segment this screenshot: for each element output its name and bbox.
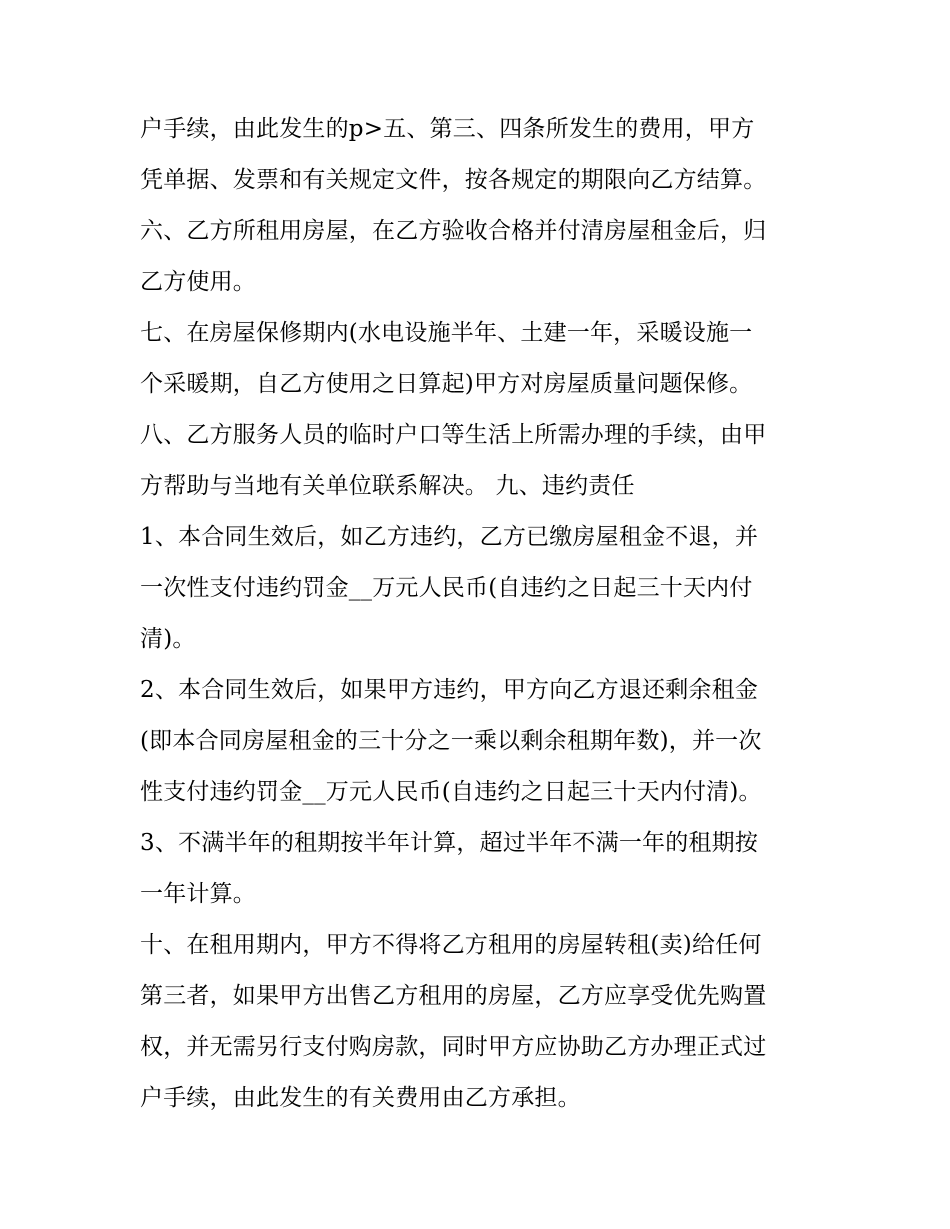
text-line: 3、不满半年的租期按半年计算，超过半年不满一年的租期按 — [140, 830, 759, 856]
text-line: 第三者，如果甲方出售乙方租用的房屋，乙方应享受优先购置 — [140, 983, 767, 1009]
text-line: 权，并无需另行支付购房款，同时甲方应协助乙方办理正式过 — [140, 1034, 767, 1060]
text-line: 清)。 — [140, 626, 196, 652]
contract-text-body — [140, 104, 820, 1124]
text-line: 一年计算。 — [140, 881, 256, 907]
text-line: 乙方使用。 — [140, 269, 256, 295]
text-line: 凭单据、发票和有关规定文件，按各规定的期限向乙方结算。 — [140, 167, 767, 193]
text-line: 一次性支付违约罚金__万元人民币(自违约之日起三十天内付 — [140, 575, 753, 601]
text-line: 七、在房屋保修期内(水电设施半年、土建一年，采暖设施一 — [140, 320, 753, 346]
text-line: 1、本合同生效后，如乙方违约，乙方已缴房屋租金不退，并 — [140, 524, 759, 550]
text-line: 户手续，由此发生的有关费用由乙方承担。 — [140, 1085, 581, 1111]
text-line: (即本合同房屋租金的三十分之一乘以剩余租期年数)，并一次 — [140, 728, 762, 754]
text-line: 十、在租用期内，甲方不得将乙方租用的房屋转租(卖)给任何 — [140, 932, 762, 958]
text-line: 六、乙方所租用房屋，在乙方验收合格并付清房屋租金后，归 — [140, 218, 767, 244]
text-line: 个采暖期，自乙方使用之日算起)甲方对房屋质量问题保修。 — [140, 371, 753, 397]
text-line: 性支付违约罚金__万元人民币(自违约之日起三十天内付清)。 — [140, 779, 762, 805]
text-line: 方帮助与当地有关单位联系解决。 九、违约责任 — [140, 473, 635, 499]
text-line: 八、乙方服务人员的临时户口等生活上所需办理的手续，由甲 — [140, 422, 767, 448]
text-line: 户手续，由此发生的p>五、第三、四条所发生的费用，甲方 — [140, 116, 755, 142]
text-line: 2、本合同生效后，如果甲方违约，甲方向乙方退还剩余租金 — [140, 677, 759, 703]
